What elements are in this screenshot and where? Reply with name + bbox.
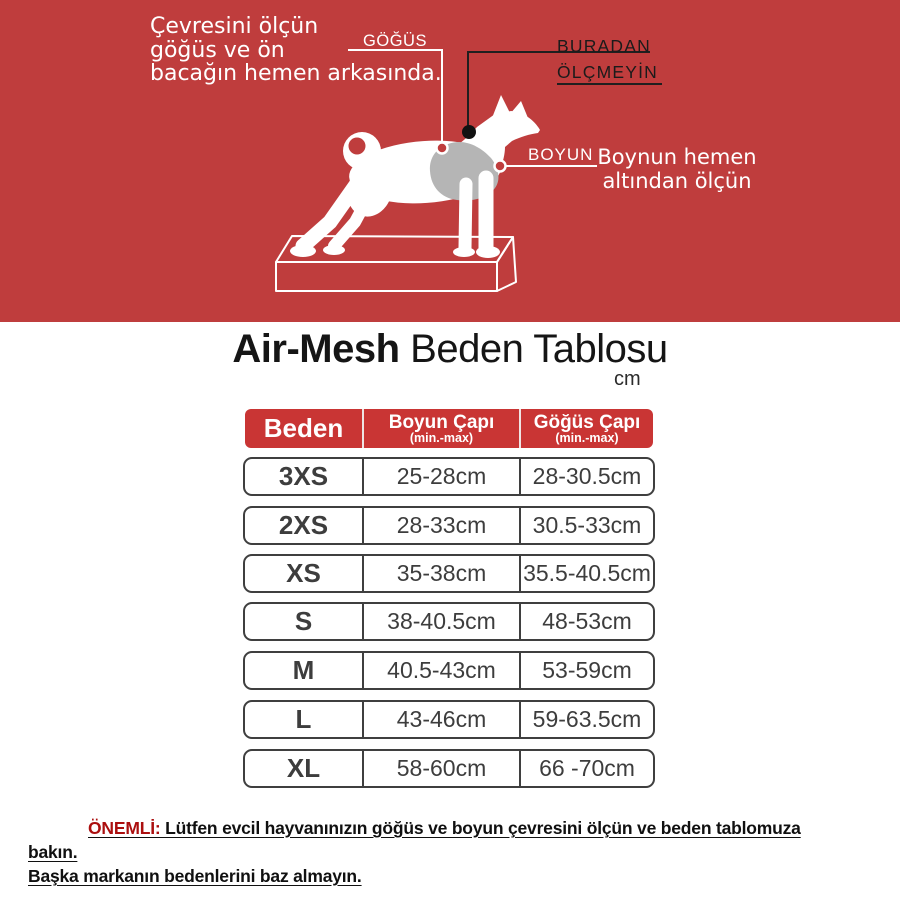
dog-ear-left	[492, 95, 511, 118]
table-row-m	[243, 651, 655, 690]
dog-front-paw-far	[453, 247, 475, 257]
size-cell: S	[294, 606, 313, 636]
size-cell: XL	[286, 753, 321, 783]
dog-silhouette	[290, 95, 540, 258]
unit-label: cm	[614, 368, 641, 390]
table-header	[245, 409, 653, 448]
footer-line2: Başka markanın bedenlerini baz almayın.	[28, 866, 362, 886]
footer-line1: Lütfen evcil hayvanınızın göğüs ve boyun çevresini ölçün ve beden tablomuza bakın.	[28, 818, 801, 862]
size-cell: M	[292, 655, 315, 685]
boyun-marker-circle	[495, 161, 506, 172]
table-row-2xs	[243, 506, 655, 545]
header-beden: Beden	[263, 413, 344, 443]
chest-cell: 53-59cm	[519, 653, 653, 688]
neck-cell: 28-33cm	[362, 508, 519, 543]
gogus-label: GÖĞÜS	[363, 32, 427, 50]
neck-measure-instruction	[592, 145, 762, 193]
table-row-3xs	[243, 457, 655, 496]
brand-name: Air-Mesh	[232, 327, 400, 371]
size-cell: 2XS	[278, 510, 329, 540]
size-cell: L	[295, 704, 312, 734]
dog-rear-paw-far	[323, 245, 345, 255]
red-banner	[0, 0, 900, 322]
instruction-line: altından ölçün	[602, 169, 752, 193]
instruction-line: göğüs ve ön	[150, 37, 285, 63]
size-cell: XS	[286, 558, 321, 588]
instruction-line: Çevresini ölçün	[150, 14, 319, 39]
neck-cell: 35-38cm	[362, 556, 519, 591]
buradan-warning	[557, 33, 658, 85]
page-title	[0, 327, 900, 372]
chest-cell: 59-63.5cm	[519, 702, 653, 737]
important-label: ÖNEMLİ:	[88, 818, 161, 838]
chest-cell: 66 -70cm	[519, 751, 653, 786]
dog-tail-hole	[349, 138, 366, 155]
size-cell: 3XS	[278, 461, 329, 491]
instruction-line: bacağın hemen arkasında.	[150, 61, 442, 86]
chest-cell: 48-53cm	[519, 604, 653, 639]
neck-cell: 38-40.5cm	[362, 604, 519, 639]
dog-front-leg-far	[465, 184, 466, 248]
neck-cell: 58-60cm	[362, 751, 519, 786]
table-row-l	[243, 700, 655, 739]
neck-cell: 43-46cm	[362, 702, 519, 737]
buradan-warning-line: ÖLÇMEYİN	[557, 62, 659, 82]
dog-illustration	[0, 0, 900, 322]
boyun-label: BOYUN	[528, 145, 594, 164]
collar-marker-dot	[462, 125, 476, 139]
instruction-line: Boynun hemen	[597, 145, 757, 169]
table-row-xl	[243, 749, 655, 788]
title-text: Beden Tablosu	[399, 327, 668, 371]
chest-cell: 28-30.5cm	[519, 459, 653, 494]
table-row-xs	[243, 554, 655, 593]
chest-cell: 30.5-33cm	[519, 508, 653, 543]
neck-cell: 40.5-43cm	[362, 653, 519, 688]
buradan-warning-line: BURADAN	[557, 36, 651, 56]
gogus-marker-circle	[437, 143, 448, 154]
chest-cell: 35.5-40.5cm	[519, 556, 653, 591]
footer-note	[28, 816, 828, 888]
header-boyun-capi: Boyun Çapı (min.-max)	[362, 409, 519, 448]
neck-cell: 25-28cm	[362, 459, 519, 494]
dog-rear-paw-near	[290, 245, 316, 257]
header-gogus-capi: Göğüs Çapı (min.-max)	[519, 409, 653, 448]
table-row-s	[243, 602, 655, 641]
dog-front-paw-near	[476, 246, 500, 258]
